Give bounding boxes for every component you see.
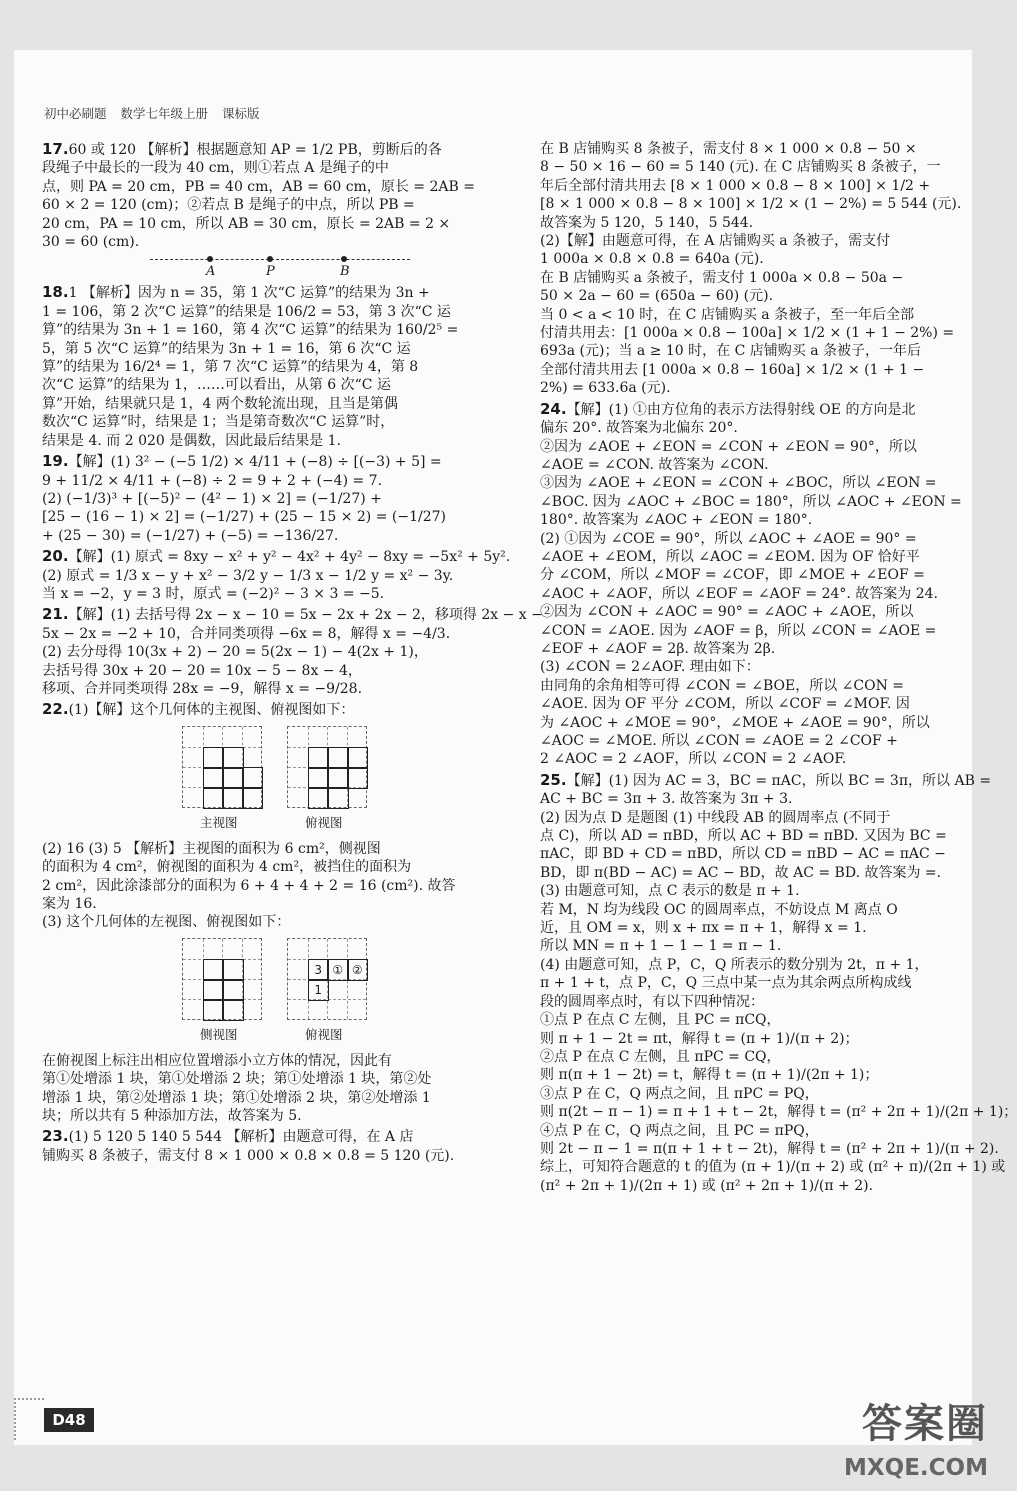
answer-line xyxy=(42,1052,480,1070)
answer-text: 若 M，N 均为线段 OC 的圆周率点，不妨设点 M 离点 O xyxy=(540,901,898,918)
header-edition: 课标版 xyxy=(222,106,260,121)
answer-line xyxy=(540,140,940,158)
answer-line xyxy=(540,770,992,790)
answer-text: 近，且 OM = x，则 x + πx = π + 1，解得 x = 1. xyxy=(540,920,867,937)
answer-line xyxy=(42,1147,480,1165)
answer-line xyxy=(540,974,940,992)
answer-text: 次“C 运算”的结果为 1，……可以看出，从第 6 次“C 运 xyxy=(42,377,391,394)
answer-line xyxy=(42,1089,480,1107)
answer-text: 在 B 店铺购买 8 条被子，需支付 8 × 1 000 × 0.8 − 50 × xyxy=(540,141,917,157)
answer-text: ∠AOC + ∠AOF，所以 ∠EOF = ∠AOF = 24°. 故答案为 24. xyxy=(540,585,939,602)
answer-text: 2%) = 633.6a (元). xyxy=(540,380,671,397)
answer-text: 则 π(π + 1 − 2t) = t，解得 t = (π + 1)/(2π + 1)； xyxy=(540,1067,879,1084)
answer-text: 20 cm，PA = 10 cm，所以 AB = 30 cm，原长 = 2AB = 2 × xyxy=(42,215,451,232)
left-column xyxy=(42,140,543,1167)
answer-text: 在俯视图上标注出相应位置增添小立方体的情况，因此有 xyxy=(42,1052,392,1069)
three-view-diagram xyxy=(42,934,480,1052)
header-series: 初中必刷题 xyxy=(44,106,107,121)
segment-point-label: A xyxy=(206,264,216,280)
answer-text: + (25 − 30) = (−1/27) + (−5) = −136/27. xyxy=(42,527,339,544)
answer-line xyxy=(540,677,940,695)
view-cell: ① xyxy=(327,959,349,981)
answer-line xyxy=(42,490,480,508)
view-cell xyxy=(222,787,244,809)
answer-block xyxy=(540,399,962,769)
answer-line xyxy=(540,937,940,955)
answer-line xyxy=(42,895,480,913)
answer-line xyxy=(540,287,940,305)
answer-line xyxy=(42,585,480,603)
answer-text: 结果是 4. 而 2 020 是偶数，因此最后结果是 1. xyxy=(42,432,342,449)
view-cell xyxy=(203,999,225,1021)
answer-line xyxy=(42,340,480,358)
answer-text: ∠CON = ∠AOE. 因为 ∠AOF = β，所以 ∠CON = ∠AOE = xyxy=(540,622,937,639)
answer-text: ∠AOC = ∠MOE. 所以 ∠CON = ∠AOE = 2 ∠COF + xyxy=(540,733,898,749)
watermark-logo: 答案圈 xyxy=(862,1401,988,1447)
answer-line xyxy=(540,790,940,808)
question-number: 20. xyxy=(42,547,69,566)
answer-block xyxy=(42,840,480,932)
answer-text: [8 × 1 000 × 0.8 − 8 × 100] × 1/2 × (1 − 2%) = 5 544 (元). xyxy=(540,196,962,213)
answer-text: 180°. 故答案为 ∠AOC + ∠EON = 180°. xyxy=(540,512,813,529)
view-cell xyxy=(308,767,330,789)
question-number: 22. xyxy=(42,700,69,719)
answer-line xyxy=(42,376,480,394)
question-number: 18. xyxy=(42,283,69,302)
answer-block xyxy=(42,547,511,603)
answer-line xyxy=(540,306,940,324)
answer-text: ④点 P 在 C，Q 两点之间，且 PC = πPQ， xyxy=(540,1122,819,1139)
answer-line xyxy=(540,419,940,437)
answer-line xyxy=(540,474,940,492)
answer-line xyxy=(42,178,480,196)
answer-line xyxy=(540,882,940,900)
view-caption: 俯视图 xyxy=(305,1026,343,1042)
answer-text: 5，第 5 次“C 运算”的结果为 3n + 1 = 16，第 6 次“C 运 xyxy=(42,340,411,357)
answer-line xyxy=(42,432,480,450)
answer-block xyxy=(540,770,1017,1195)
answer-text: 点 C)，所以 AD = πBD，所以 AC + BD = πBD. 又因为 BC = xyxy=(540,828,947,845)
answer-line xyxy=(540,1177,940,1195)
answer-line xyxy=(42,321,480,339)
question-number: 17. xyxy=(42,140,69,158)
view-cell xyxy=(222,979,244,1001)
answer-text: 故答案为 5 120，5 140，5 544. xyxy=(540,214,754,231)
answer-line xyxy=(540,1011,940,1029)
answer-text: 则 π + 1 − 2t = πt，解得 t = (π + 1)/(π + 2)； xyxy=(540,1030,859,1047)
view-cell xyxy=(327,747,349,769)
view-grid xyxy=(182,938,262,1020)
answer-text: 块；所以共有 5 种添加方法，故答案为 5. xyxy=(42,1108,302,1125)
view-caption: 主视图 xyxy=(200,814,238,830)
view-cell xyxy=(222,959,244,981)
answer-text: 当 x = −2，y = 3 时，原式 = (−2)² − 3 × 3 = −5. xyxy=(42,585,385,602)
answer-text: (2) 去分母得 10(3x + 2) − 20 = 5(2x − 1) − 4(2x + 1)， xyxy=(42,644,428,661)
answer-text: (1)【解】这个几何体的主视图、俯视图如下： xyxy=(68,702,355,719)
answer-line xyxy=(540,361,940,379)
answer-text: 60 或 120 【解析】根据题意知 AP = 1/2 PB，剪断后的各 xyxy=(68,142,442,158)
answer-line xyxy=(42,159,480,177)
view-cell xyxy=(203,959,225,981)
answer-line xyxy=(540,809,940,827)
segment-point xyxy=(341,256,347,262)
view-cell xyxy=(222,747,244,769)
answer-text: ∠AOE + ∠EOM，所以 ∠AOC = ∠EOM. 因为 OF 恰好平 xyxy=(540,548,920,565)
answer-text: (2)【解】由题意可得，在 A 店铺购买 a 条被子，需支付 xyxy=(540,233,891,250)
answer-text: 1 = 106，第 2 次“C 运算”的结果是 106/2 = 53，第 3 次“C 运 xyxy=(42,303,451,320)
view-cell xyxy=(347,747,369,769)
answer-text: (3) ∠CON = 2∠AOF. 理由如下： xyxy=(540,659,760,676)
view-cell: 3 xyxy=(308,959,330,981)
answer-text: 铺购买 8 条被子，需支付 8 × 1 000 × 0.8 × 0.8 = 5 120 (元). xyxy=(42,1147,455,1164)
answer-text: 1 000a × 0.8 × 0.8 = 640a (元). xyxy=(540,251,764,268)
answer-text: ③点 P 在 C，Q 两点之间，且 πPC = PQ， xyxy=(540,1085,819,1102)
answer-line xyxy=(540,195,962,213)
answer-text: 30 = 60 (cm). xyxy=(42,234,140,251)
answer-line xyxy=(42,452,480,471)
answer-text: 则 π(2t − π − 1) = π + 1 + t − 2t，解得 t = (π² + 2π + 1)/(2π + 1)； xyxy=(540,1104,1017,1121)
question-number: 21. xyxy=(42,605,69,624)
question-number: 25. xyxy=(540,770,567,789)
answer-line xyxy=(540,827,947,845)
view-cell xyxy=(222,767,244,789)
answer-block xyxy=(42,283,480,450)
answer-text: ②点 P 在点 C 左侧，且 πPC = CQ， xyxy=(540,1048,781,1065)
view-cell xyxy=(203,979,225,1001)
answer-line xyxy=(540,585,940,603)
answer-text: 1 【解析】因为 n = 35，第 1 次“C 运算”的结果为 3n + xyxy=(68,285,430,302)
answer-line xyxy=(540,493,962,511)
answer-line xyxy=(540,324,955,342)
watermark-url: MXQE.COM xyxy=(844,1455,988,1481)
answer-line xyxy=(540,530,940,548)
answer-line xyxy=(42,877,480,895)
answer-text: 5x − 2x = −2 + 10，合并同类项得 −6x = 8，解得 x = −4/3. xyxy=(42,625,451,642)
segment-point-label: P xyxy=(266,264,275,280)
answer-text: 全部付清共用去 [1 000a × 0.8 − 160a] × 1/2 × (1 + 1 − xyxy=(540,361,925,378)
answer-line xyxy=(540,548,940,566)
view-cell xyxy=(308,787,330,809)
answer-block xyxy=(42,700,480,719)
answer-text: (2) 16 (3) 5 【解析】主视图的面积为 6 cm²，侧视图 xyxy=(42,840,381,857)
answer-line xyxy=(42,215,480,233)
answer-line xyxy=(42,140,480,159)
answer-text: ∠AOE. 因为 OF 平分 ∠COM，所以 ∠COF = ∠MOF. 因 xyxy=(540,696,910,713)
answer-text: ②因为 ∠AOE + ∠EON = ∠CON + ∠EON = 90°，所以 xyxy=(540,438,917,455)
answer-text: 【解】(1) 3² − (−5 1/2) × 4/11 + (−8) ÷ [(−3) + 5] = xyxy=(68,454,442,471)
answer-text: 50 × 2a − 60 = (650a − 60) (元). xyxy=(540,288,774,305)
view-cell xyxy=(308,747,330,769)
view-cell: ② xyxy=(347,959,369,981)
view-grid xyxy=(287,726,367,808)
answer-block xyxy=(42,1127,480,1165)
answer-line xyxy=(540,342,940,360)
answer-line xyxy=(540,1030,940,1048)
answer-text: 综上，可知符合题意的 t 的值为 (π + 1)/(π + 2) 或 (π² + π)/(2π + 1) 或 xyxy=(540,1159,1006,1176)
answer-line xyxy=(42,605,543,624)
answer-text: (1) 5 120 5 140 5 544 【解析】由题意可得，在 A 店 xyxy=(68,1129,414,1146)
answer-text: 年后全部付清共用去 [8 × 1 000 × 0.8 − 8 × 100] × 1/2 + xyxy=(540,177,931,194)
answer-line xyxy=(540,1066,940,1084)
answer-line xyxy=(42,508,480,526)
answer-text: BD，即 π(BD − AC) = AC − BD，故 AC = BD. 故答案为 =. xyxy=(540,864,942,881)
answer-text: ③因为 ∠AOE + ∠EON = ∠CON + ∠BOC，所以 ∠EON = xyxy=(540,475,937,492)
watermark xyxy=(798,1392,988,1480)
answer-text: 【解】(1) ①由方位角的表示方法得射线 OE 的方向是北 xyxy=(566,401,916,418)
answer-line xyxy=(540,714,940,732)
answer-text: 分 ∠COM，所以 ∠MOF = ∠COF，即 ∠MOE + ∠EOF = xyxy=(540,567,925,584)
answer-line xyxy=(540,379,940,397)
answer-text: 60 × 2 = 120 (cm)；②若点 B 是绳子的中点，所以 PB = xyxy=(42,197,415,214)
answer-text: 偏东 20°. 故答案为北偏东 20°. xyxy=(540,420,738,437)
segment-line xyxy=(150,259,410,260)
answer-line xyxy=(42,567,480,585)
answer-line xyxy=(540,214,940,232)
answer-line xyxy=(42,625,480,643)
view-grid xyxy=(182,726,262,808)
answer-block xyxy=(42,1052,480,1126)
question-number: 24. xyxy=(540,399,567,418)
answer-line xyxy=(540,901,940,919)
answer-text: ②因为 ∠CON + ∠AOC = 90° = ∠AOC + ∠AOE，所以 xyxy=(540,604,914,621)
answer-line xyxy=(540,1103,1017,1121)
answer-text: 当 0 < a < 10 时，在 C 店铺购买 a 条被子，至一年后全部 xyxy=(540,306,915,323)
page-number: D48 xyxy=(44,1408,94,1432)
answer-text: AC + BC = 3π + 3. 故答案为 3π + 3. xyxy=(540,791,793,808)
answer-text: 【解】(1) 原式 = 8xy − x² + y² − 4x² + 4y² − 8xy = −5x² + 5y². xyxy=(68,549,511,566)
answer-line xyxy=(42,196,480,214)
answer-text: 第①处增添 1 块，第①处增添 2 块；第①处增添 1 块，第②处 xyxy=(42,1071,432,1088)
answer-text: 点，则 PA = 20 cm，PB = 40 cm，AB = 60 cm，原长 = 2AB = xyxy=(42,178,475,195)
answer-line xyxy=(540,750,940,768)
answer-line xyxy=(540,1140,999,1158)
right-column xyxy=(540,140,1017,1197)
answer-text: 算”的结果为 16/2⁴ = 1，第 7 次“C 运算”的结果为 4，第 8 xyxy=(42,359,419,376)
running-header xyxy=(44,104,270,122)
answer-text: 693a (元)；当 a ≥ 10 时，在 C 店铺购买 a 条被子，一年后 xyxy=(540,343,921,360)
answer-text: ①点 P 在点 C 左侧，且 PC = πCQ， xyxy=(540,1012,781,1029)
view-cell xyxy=(327,767,349,789)
segment-point xyxy=(207,256,213,262)
answer-block xyxy=(42,452,480,545)
answer-text: 所以 MN = π + 1 − 1 − 1 = π − 1. xyxy=(540,938,782,955)
view-cell xyxy=(203,787,225,809)
view-cell xyxy=(347,767,369,789)
answer-block xyxy=(42,605,543,698)
answer-text: (π² + 2π + 1)/(2π + 1) 或 (π² + 2π + 1)/(π + 2). xyxy=(540,1177,874,1194)
answer-text: 付清共用去：[1 000a × 0.8 − 100a] × 1/2 × (1 + 1 − 2%) = xyxy=(540,325,955,342)
answer-text: 的面积为 4 cm²，俯视图的面积为 4 cm²，被挡住的面积为 xyxy=(42,859,412,876)
view-cell xyxy=(242,787,264,809)
answer-text: 移项、合并同类项得 28x = −9，解得 x = −9/28. xyxy=(42,680,363,697)
answer-text: 段的圆周率点时，有以下四种情况： xyxy=(540,993,764,1010)
answer-text: 为 ∠AOC + ∠MOE = 90°，∠MOE + ∠AOE = 90°，所以 xyxy=(540,714,930,731)
answer-line xyxy=(540,400,940,419)
answer-line xyxy=(42,1127,480,1146)
answer-line xyxy=(42,913,480,931)
answer-text: ∠BOC. 因为 ∠AOC + ∠BOC = 180°，所以 ∠AOC + ∠EON = xyxy=(540,493,962,510)
answer-line xyxy=(42,1070,480,1088)
answer-text: 2 ∠AOC = 2 ∠AOF，所以 ∠CON = 2 ∠AOF. xyxy=(540,751,847,768)
three-view-diagram xyxy=(42,722,480,840)
answer-line xyxy=(540,269,940,287)
answer-line xyxy=(540,177,940,195)
answer-text: ∠AOE = ∠CON. 故答案为 ∠CON. xyxy=(540,456,769,473)
answer-line xyxy=(540,250,940,268)
answer-text: 【解】(1) 因为 AC = 3，BC = πAC，所以 BC = 3π，所以 AB = xyxy=(566,772,992,789)
question-number: 19. xyxy=(42,452,69,471)
answer-text: (3) 由题意可知，点 C 表示的数是 π + 1. xyxy=(540,883,800,900)
answer-text: 数次“C 运算”时，结果是 1；当是第奇数次“C 运算”时， xyxy=(42,414,395,431)
corner-decoration xyxy=(14,1398,44,1440)
answer-line xyxy=(540,695,940,713)
answer-line xyxy=(42,858,480,876)
view-cell: 1 xyxy=(308,979,330,1001)
answer-line xyxy=(540,1158,1006,1176)
answer-block xyxy=(42,140,480,251)
answer-text: 增添 1 块，第②处增添 1 块；第①处增添 2 块，第②处增添 1 xyxy=(42,1089,431,1106)
answer-line xyxy=(540,232,940,250)
view-cell xyxy=(203,767,225,789)
answer-line xyxy=(540,845,946,863)
answer-line xyxy=(540,658,940,676)
answer-text: (4) 由题意可知，点 P，C，Q 所表示的数分别为 2t，π + 1， xyxy=(540,956,929,973)
view-caption: 侧视图 xyxy=(200,1026,238,1042)
question-number: 23. xyxy=(42,1127,69,1146)
answer-line xyxy=(540,603,940,621)
answer-line xyxy=(42,643,480,661)
answer-line xyxy=(42,680,480,698)
answer-line xyxy=(42,395,480,413)
answer-line xyxy=(42,662,480,680)
answer-text: (3) 这个几何体的左视图、俯视图如下： xyxy=(42,914,291,931)
view-cell xyxy=(327,787,349,809)
answer-line xyxy=(540,456,940,474)
answer-text: 案为 16. xyxy=(42,896,97,912)
answer-line xyxy=(540,1122,940,1140)
answer-line xyxy=(540,511,940,529)
answer-block xyxy=(540,140,962,398)
answer-line xyxy=(540,566,940,584)
answer-text: (2) 因为点 D 是题图 (1) 中线段 AB 的圆周率点 (不同于 xyxy=(540,809,891,826)
answer-line xyxy=(540,158,940,176)
answer-line xyxy=(540,919,940,937)
view-cell xyxy=(222,999,244,1021)
answer-line xyxy=(42,303,480,321)
answer-line xyxy=(42,283,480,302)
answer-line xyxy=(540,640,940,658)
answer-line xyxy=(540,993,940,1011)
answer-line xyxy=(540,438,940,456)
answer-line xyxy=(540,622,940,640)
answer-text: 去括号得 30x + 20 − 20 = 10x − 5 − 8x − 4， xyxy=(42,662,362,679)
answer-text: 2 cm²，因此涂漆部分的面积为 6 + 4 + 4 + 2 = 16 (cm²). 故答 xyxy=(42,877,456,894)
answer-text: 则 2t − π − 1 = π(π + 1 + t − 2t)，解得 t = (π² + 2π + 1)/(π + 2). xyxy=(540,1140,999,1157)
segment-point-label: B xyxy=(340,264,350,280)
header-book: 数学七年级上册 xyxy=(120,106,209,121)
view-grid xyxy=(287,938,367,1020)
answer-line xyxy=(540,864,940,882)
answer-line xyxy=(540,732,940,750)
answer-text: (2) 原式 = 1/3 x − y + x² − 3/2 y − 1/3 x − 1/2 y = x² − 3y. xyxy=(42,567,454,584)
answer-line xyxy=(540,1048,940,1066)
segment-point xyxy=(267,256,273,262)
answer-text: π + 1 + t，点 P，C，Q 三点中某一点为其余两点所构成线 xyxy=(540,975,912,992)
answer-text: (2) ①因为 ∠COE = 90°，所以 ∠AOC + ∠AOE = 90° = xyxy=(540,530,917,547)
answer-text: 9 + 11/2 × 4/11 + (−8) ÷ 2 = 9 + 2 + (−4) = 7. xyxy=(42,472,383,489)
answer-text: (2) (−1/3)³ + [(−5)² − (4² − 1) × 2] = (−1/27) + xyxy=(42,490,382,507)
view-cell xyxy=(242,767,264,789)
answer-text: 算”开始，结果就只是 1，4 两个数轮流出现，且当是第偶 xyxy=(42,395,398,412)
view-cell xyxy=(203,747,225,769)
answer-text: ∠EOF + ∠AOF = 2β. 故答案为 2β. xyxy=(540,640,776,657)
answer-text: 段绳子中最长的一段为 40 cm，则①若点 A 是绳子的中 xyxy=(42,160,389,177)
answer-text: 在 B 店铺购买 a 条被子，需支付 1 000a × 0.8 − 50a − xyxy=(540,269,904,286)
answer-text: 【解】(1) 去括号得 2x − x − 10 = 5x − 2x + 2x − 2，移项得 2x − x − xyxy=(68,607,543,624)
answer-line xyxy=(42,700,480,719)
answer-line xyxy=(42,840,480,858)
answer-line xyxy=(42,413,480,431)
answer-text: [25 − (16 − 1) × 2] = (−1/27) + (25 − 15 × 2) = (−1/27) xyxy=(42,509,446,526)
answer-line xyxy=(540,956,940,974)
answer-text: 8 − 50 × 16 − 60 = 5 140 (元). 在 C 店铺购买 8 条被子，一 xyxy=(540,159,941,176)
segment-diagram xyxy=(42,253,480,283)
answer-line xyxy=(42,527,480,545)
answer-text: 算”的结果为 3n + 1 = 160，第 4 次“C 运算”的结果为 160/2⁵ = xyxy=(42,322,459,339)
answer-line xyxy=(42,472,480,490)
answer-line xyxy=(540,1085,940,1103)
answer-line xyxy=(42,1107,480,1125)
answer-text: 由同角的余角相等可得 ∠CON = ∠BOE，所以 ∠CON = xyxy=(540,677,905,694)
answer-text: πAC，即 BD + CD = πBD，所以 CD = πBD − AC = πAC − xyxy=(540,846,946,863)
answer-line xyxy=(42,547,511,566)
view-caption: 俯视图 xyxy=(305,814,343,830)
answer-line xyxy=(42,358,480,376)
answer-line xyxy=(42,233,480,251)
